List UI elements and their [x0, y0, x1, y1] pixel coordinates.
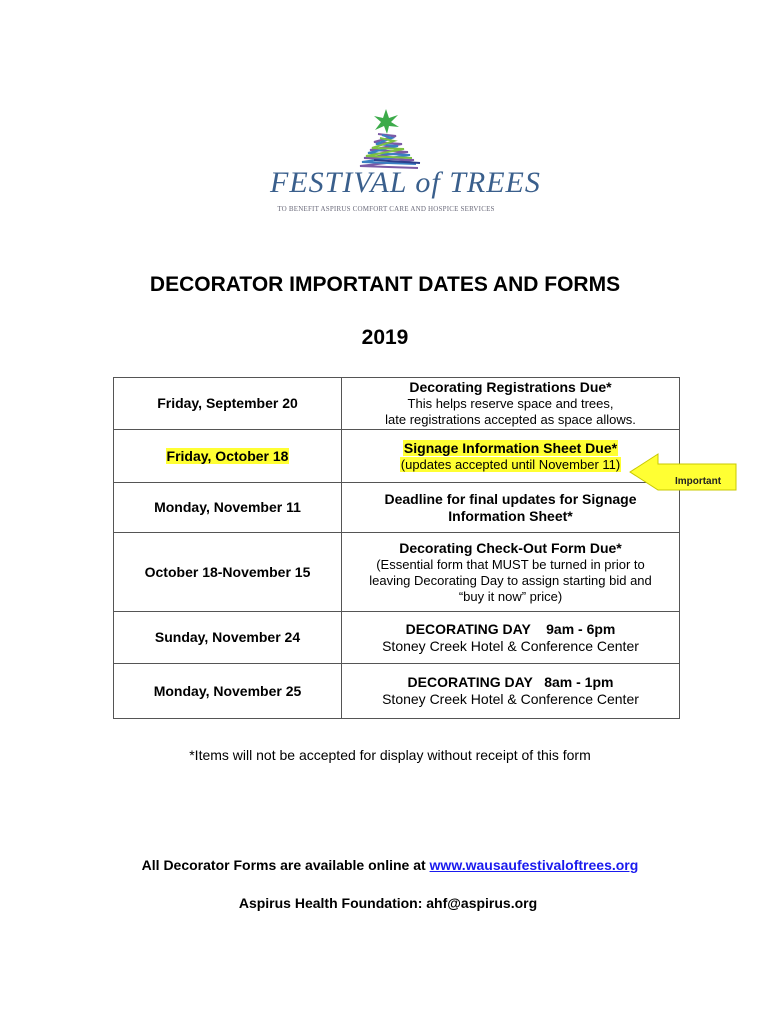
event-detail: This helps reserve space and trees, [407, 396, 614, 411]
table-row [114, 664, 680, 719]
page-year: 2019 [361, 326, 409, 349]
event-title: Information Sheet* [448, 507, 573, 524]
important-arrow-icon [628, 450, 738, 494]
logo-title: FESTIVAL of TREES [270, 166, 541, 199]
table-row [114, 378, 680, 430]
event-title: Decorating Check-Out Form Due* [399, 539, 622, 556]
event-title: Deadline for final updates for Signage [384, 490, 637, 507]
contact-line: Aspirus Health Foundation: ahf@aspirus.org [238, 895, 538, 911]
highlighted-date: Friday, October 18 [166, 447, 289, 464]
website-link[interactable]: www.wausaufestivaloftrees.org [429, 857, 639, 873]
date-cell: Sunday, November 24 [114, 612, 342, 664]
event-title: Decorating Registrations Due* [409, 379, 612, 395]
event-title: Signage Information Sheet Due* [403, 439, 618, 456]
schedule-table [113, 377, 680, 719]
date-cell [114, 430, 342, 483]
page-title: DECORATOR IMPORTANT DATES AND FORMS [149, 273, 621, 296]
event-detail: Stoney Creek Hotel & Conference Center [382, 691, 639, 707]
event-detail: Stoney Creek Hotel & Conference Center [382, 637, 639, 654]
online-forms-text: All Decorator Forms are available online at [141, 857, 430, 873]
event-cell [342, 612, 680, 664]
date-cell: Monday, November 11 [114, 483, 342, 533]
date-cell: Friday, September 20 [114, 378, 342, 430]
online-forms-line [0, 857, 770, 873]
event-detail: (updates accepted until November 11) [400, 456, 621, 472]
event-detail: late registrations accepted as space allows. [385, 412, 636, 427]
event-title: DECORATING DAY 8am - 1pm [407, 674, 614, 690]
date-cell: October 18-November 15 [114, 533, 342, 612]
table-row [114, 430, 680, 483]
table-row [114, 483, 680, 533]
date-cell: Monday, November 25 [114, 664, 342, 719]
table-row [114, 612, 680, 664]
event-title: DECORATING DAY 9am - 6pm [405, 620, 616, 637]
event-detail: leaving Decorating Day to assign starting bid and [369, 572, 652, 588]
event-cell [342, 378, 680, 430]
important-callout-label: Important [674, 476, 722, 487]
table-row [114, 533, 680, 612]
festival-of-trees-logo [270, 108, 541, 218]
logo-subtitle: TO BENEFIT ASPIRUS COMFORT CARE AND HOSPICE SERVICES [277, 205, 495, 213]
footnote: *Items will not be accepted for display without receipt of this form [189, 747, 591, 763]
event-detail: (Essential form that MUST be turned in prior to [376, 556, 645, 572]
event-cell [342, 664, 680, 719]
event-detail: “buy it now” price) [458, 588, 563, 604]
event-cell [342, 533, 680, 612]
